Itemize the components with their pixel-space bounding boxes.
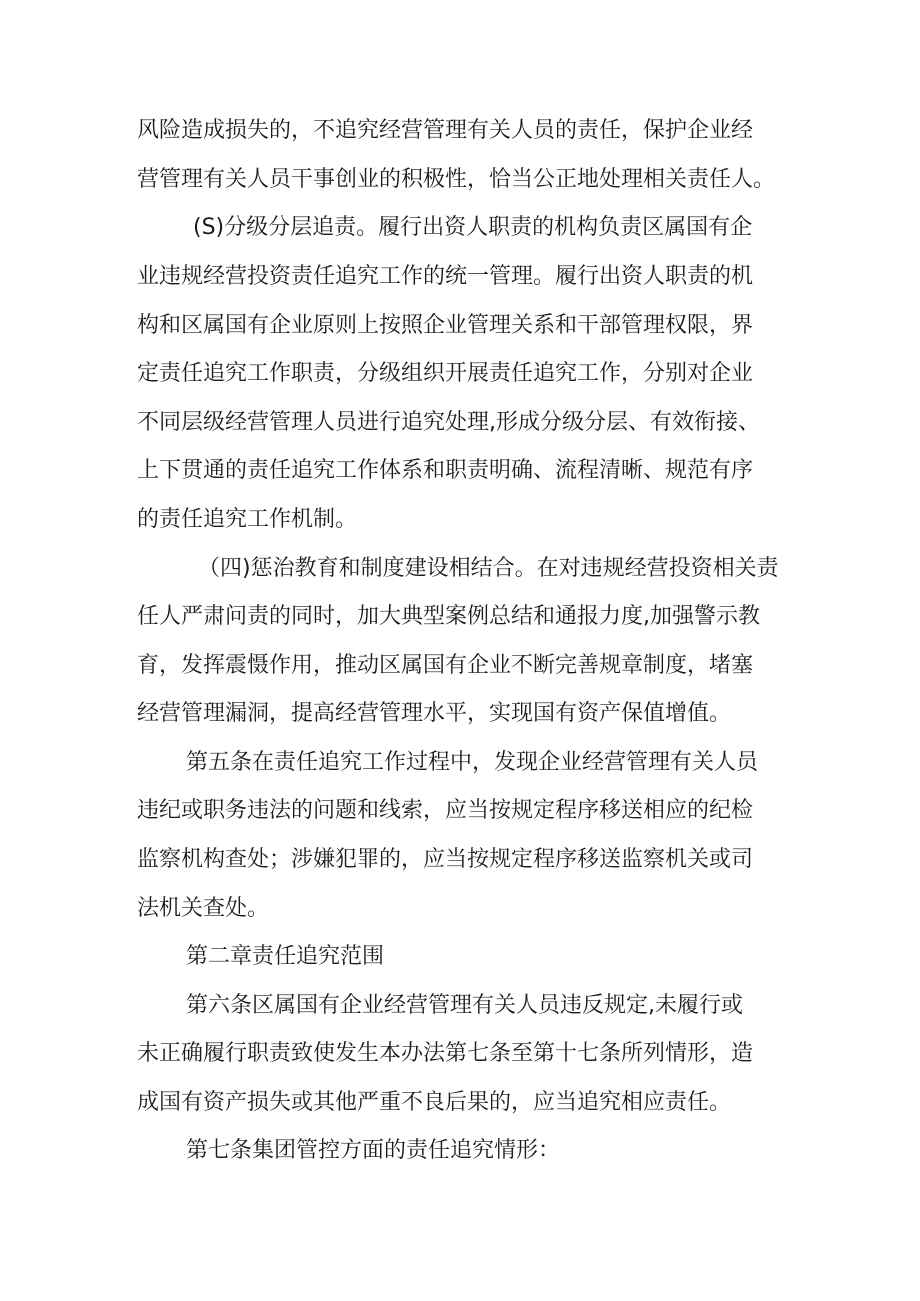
text-line: 定责任追究工作职责，分级组织开展责任追究工作，分别对企业 <box>137 361 754 386</box>
paragraph-first-line: 第五条在责任追究工作过程中，发现企业经营管理有关人员 <box>186 750 759 775</box>
text-line: 监察机构查处；涉嫌犯罪的，应当按规定程序移送监察机关或司 <box>137 847 754 872</box>
text-line: 上下贯通的责任追究工作体系和职责明确、流程清晰、规范有序 <box>137 458 754 483</box>
text-line: 违纪或职务违法的问题和线索，应当按规定程序移送相应的纪检 <box>137 798 754 823</box>
text-line: 未正确履行职责致使发生本办法第七条至第十七条所列情形，造 <box>137 1041 754 1066</box>
text-line: 构和区属国有企业原则上按照企业管理关系和干部管理权限，界 <box>137 313 754 338</box>
text-line: 成国有资产损失或其他严重不良后果的，应当追究相应责任。 <box>137 1090 732 1115</box>
paragraph-first-line: (S)分级分层追责。履行出资人职责的机构负责区属国有企 <box>193 215 753 240</box>
text-line: 业违规经营投资责任追究工作的统一管理。履行出资人职责的机 <box>137 264 754 289</box>
chapter-heading: 第二章责任追究范围 <box>186 944 385 969</box>
text-line: 营管理有关人员干事创业的积极性，恰当公正地处理相关责任人。 <box>137 167 776 192</box>
text-line: 任人严肃问责的同时，加大典型案例总结和通报力度,加强警示教 <box>137 604 760 629</box>
paragraph-first-line: 第六条区属国有企业经营管理有关人员违反规定,未履行或 <box>186 993 743 1018</box>
paragraph-first-line: （四)惩治教育和制度建设相结合。在对违规经营投资相关责 <box>198 556 779 581</box>
text-line: 不同层级经营管理人员进行追究处理,形成分级分层、有效衔接、 <box>137 410 760 435</box>
text-line: 风险造成损失的，不追究经营管理有关人员的责任，保护企业经 <box>137 118 754 143</box>
text-line: 的责任追究工作机制。 <box>137 507 358 532</box>
text-line: 育，发挥震慑作用，推动区属国有企业不断完善规章制度，堵塞 <box>137 653 754 678</box>
paragraph-first-line: 第七条集团管控方面的责任追究情形： <box>186 1138 561 1163</box>
text-line: 法机关查处。 <box>137 896 270 921</box>
text-line: 经营管理漏洞，提高经营管理水平，实现国有资产保值增值。 <box>137 701 732 726</box>
